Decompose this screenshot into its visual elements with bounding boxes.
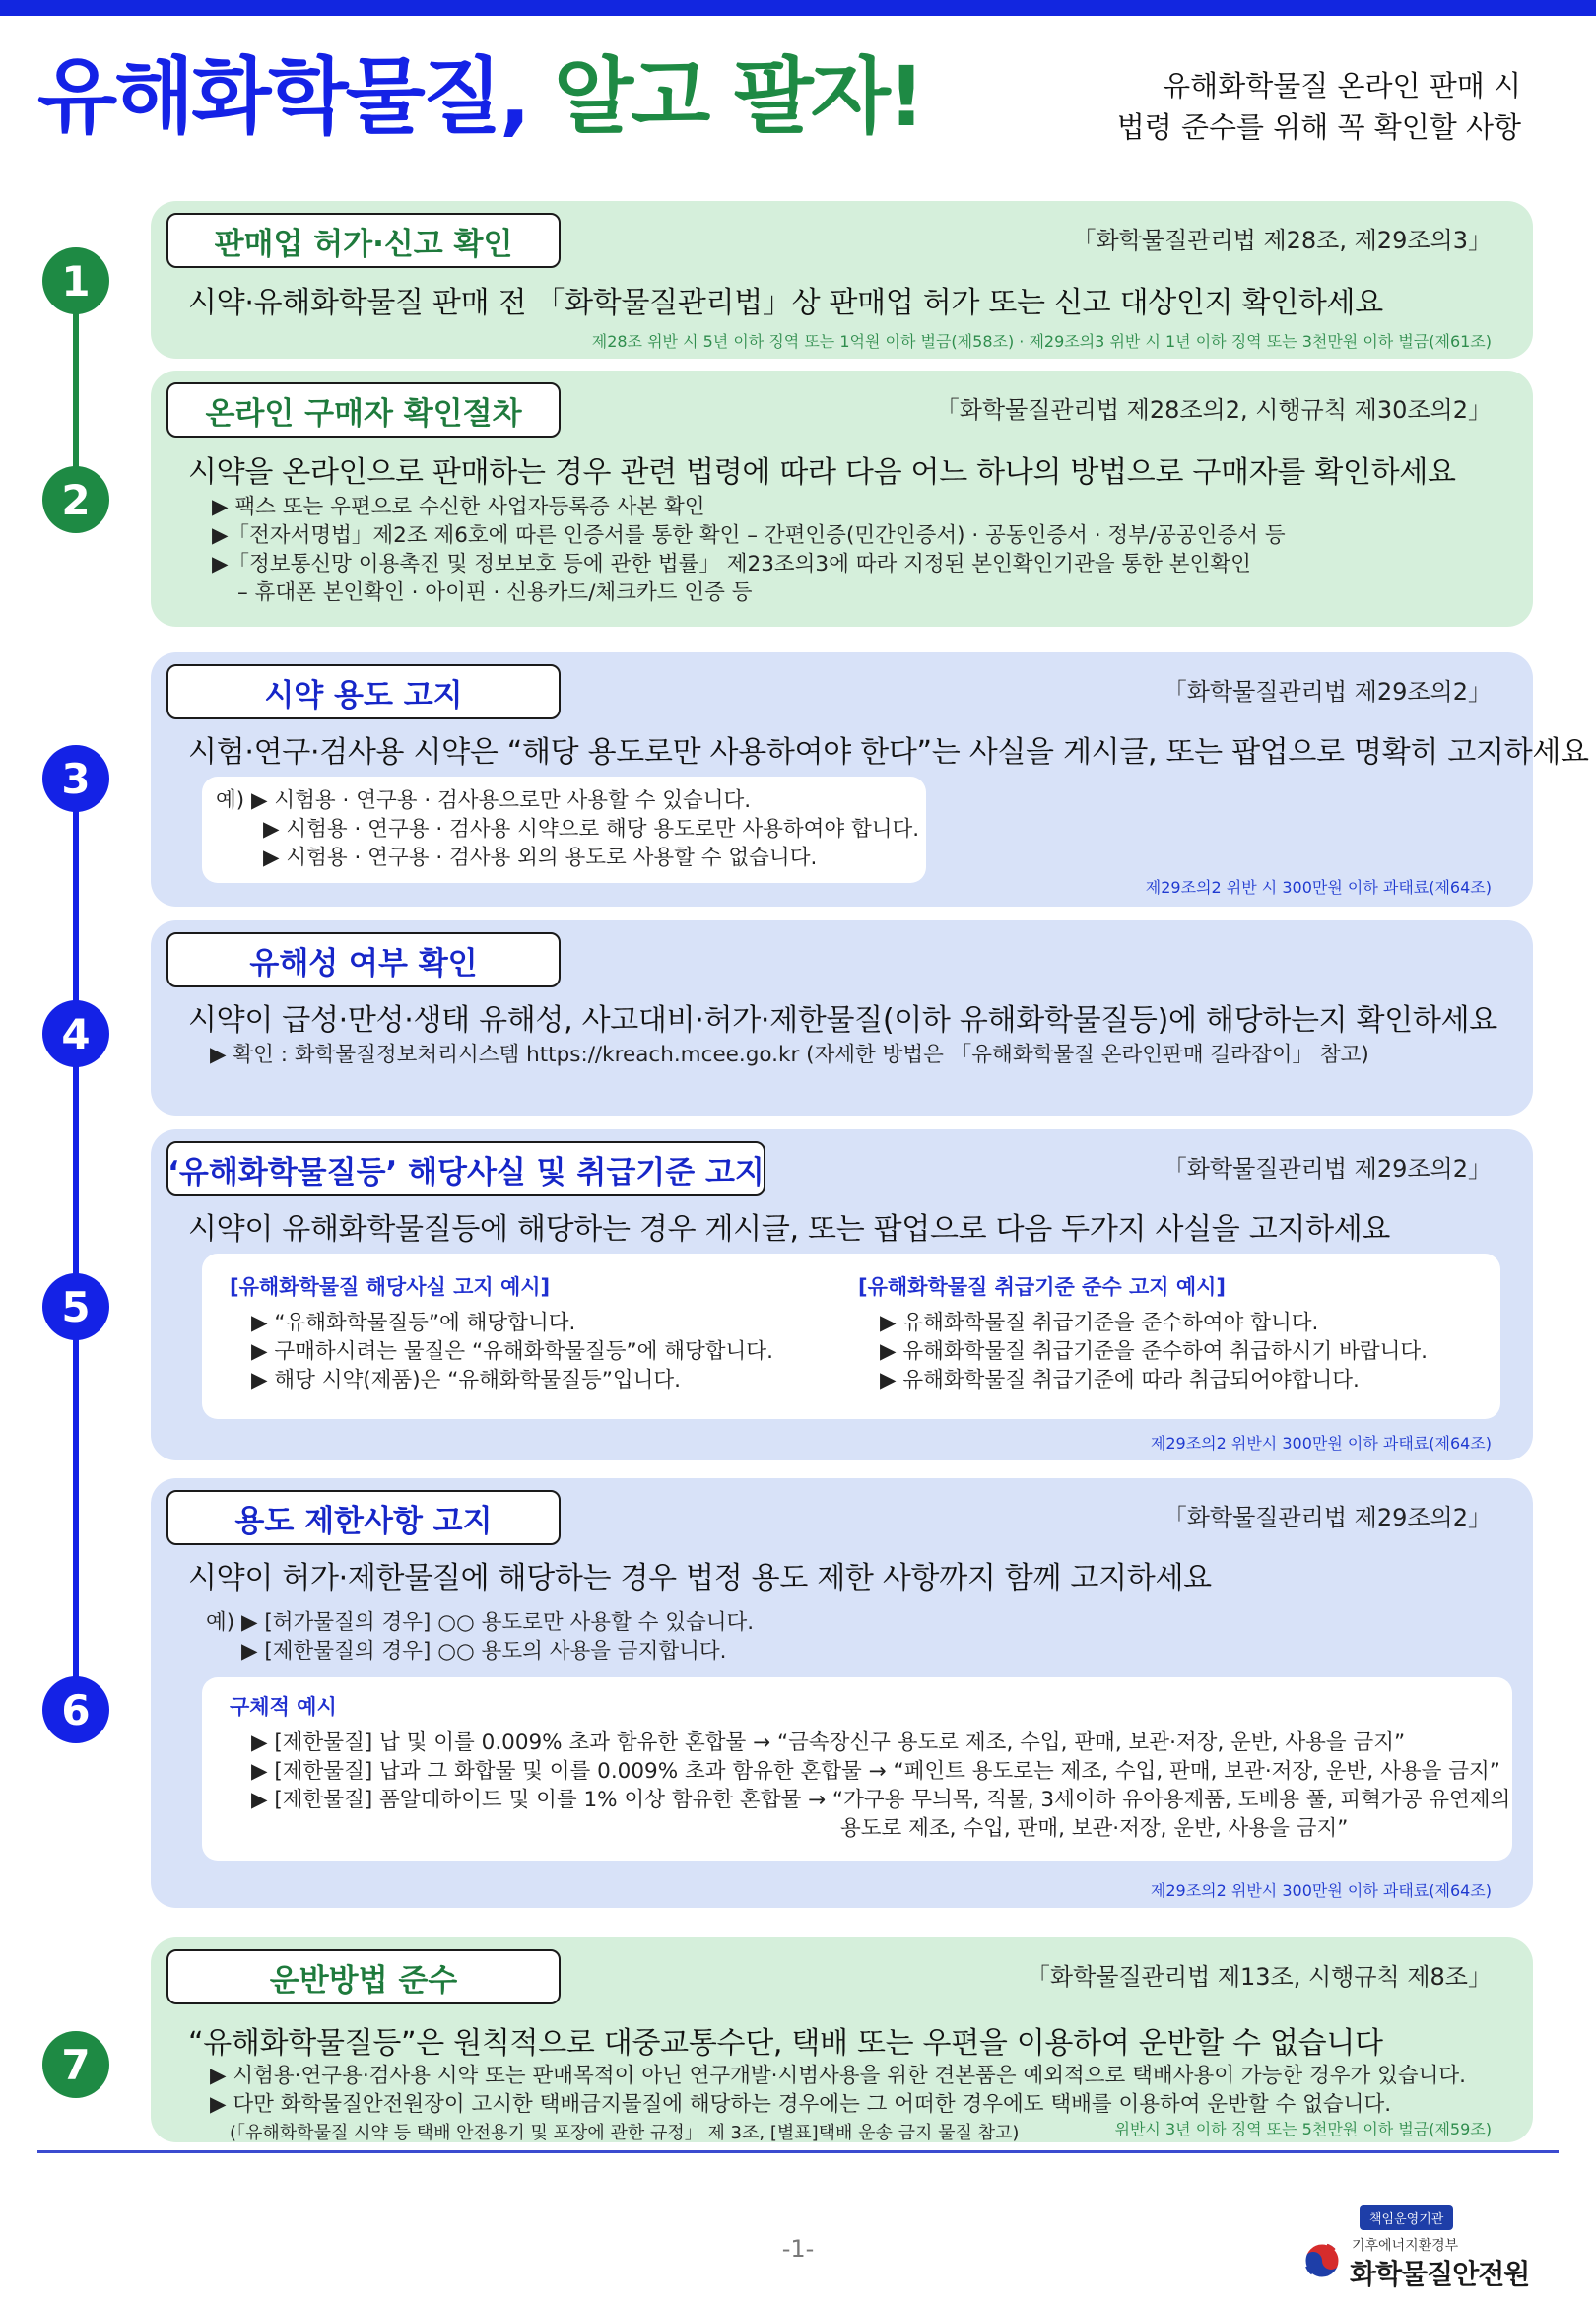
step-number-3: 3 (42, 745, 109, 812)
list-item (216, 786, 912, 815)
step-bullet-4: ▶ 확인 : 화학물질정보처리시스템 https://kreach.mcee.go.kr (자세한 방법은 「유해화학물질 온라인판매 길라잡이」 참고) (210, 1043, 1369, 1067)
list-item: – 휴대폰 본인확인 · 아이핀 · 신용카드/체크카드 인증 등 (237, 580, 753, 605)
penalty-note-7: 위반시 3년 이하 징역 또는 5천만원 이하 벌금(제59조) (1114, 2120, 1492, 2138)
detail-column (230, 1691, 1510, 1843)
list-item: ▶ [제한물질] 폼알데하이드 및 이를 1% 이상 함유한 혼합물 → “가구용 무늬목, 직물, 3세이하 유아용제품, 도배용 풀, 피혁가공 유연제의 (251, 1788, 1511, 1812)
step-title-2: 온라인 구매자 확인절차 (166, 382, 561, 438)
example-text: ▶ 시험용 · 연구용 · 검사용으로만 사용할 수 있습니다. (251, 788, 752, 813)
page-title (37, 48, 923, 145)
example-box-5 (202, 1254, 1500, 1419)
step-card-1 (151, 201, 1533, 359)
step-headline-2: 시약을 온라인으로 판매하는 경우 관련 법령에 따라 다음 어느 하나의 방법으로 구매자를 확인하세요 (188, 455, 1456, 490)
list-item: ▶ [제한물질의 경우] ○○ 용도의 사용을 금지합니다. (241, 1639, 727, 1663)
top-accent-bar (0, 0, 1596, 16)
law-reference-1: 「화학물질관리법 제28조, 제29조의3」 (1072, 227, 1492, 254)
step-number-7: 7 (42, 2031, 109, 2098)
law-reference-2: 「화학물질관리법 제28조의2, 시행규칙 제30조의2」 (935, 396, 1492, 424)
step-headline-4: 시약이 급성·만성·생태 유해성, 사고대비·허가·제한물질(이하 유해화학물질등)에 해당하는지 확인하세요 (188, 1003, 1497, 1038)
law-reference-3: 「화학물질관리법 제29조의2」 (1163, 678, 1492, 706)
penalty-note-1: 제28조 위반 시 5년 이하 징역 또는 1억원 이하 벌금(제58조) · 제29조의3 위반 시 1년 이하 징역 또는 3천만원 이하 벌금(제61조) (591, 332, 1492, 351)
law-reference-7: 「화학물질관리법 제13조, 시행규칙 제8조」 (1026, 1963, 1492, 1991)
list-item: ▶ [제한물질] 납과 그 화합물 및 이를 0.009% 초과 함유한 혼합물 → “페인트 용도로는 제조, 수입, 판매, 보관·저장, 운반, 사용을 금지” (251, 1759, 1500, 1784)
footer-divider (37, 2150, 1559, 2153)
taeguk-emblem-icon (1298, 2237, 1346, 2284)
step-title-1: 판매업 허가·신고 확인 (166, 213, 561, 268)
right-example-column (858, 1271, 1428, 1394)
list-item: ▶ 시험용 · 연구용 · 검사용 외의 용도로 사용할 수 없습니다. (263, 846, 818, 870)
list-item (206, 1608, 754, 1637)
list-item: ▶ 다만 화학물질안전원장이 고시한 택배금지물질에 해당하는 경우에는 그 어떠한 경우에도 택배를 이용하여 운반할 수 없습니다. (210, 2092, 1392, 2117)
example-prefix: 예) (206, 1610, 235, 1635)
step-card-4 (151, 920, 1533, 1116)
step-title-5: ‘유해화학물질등’ 해당사실 및 취급기준 고지 (166, 1141, 765, 1196)
logo-tag: 책임운영기관 (1360, 2205, 1453, 2230)
step-title-6: 용도 제한사항 고지 (166, 1490, 561, 1545)
step-number-4: 4 (42, 1000, 109, 1067)
step-number-6: 6 (42, 1676, 109, 1743)
title-part-green: 알고 팔자! (554, 48, 923, 145)
list-item: ▶ 시험용 · 연구용 · 검사용 시약으로 해당 용도로만 사용하여야 합니다. (263, 817, 920, 842)
step-headline-5: 시약이 유해화학물질등에 해당하는 경우 게시글, 또는 팝업으로 다음 두가지 사실을 고지하세요 (188, 1212, 1391, 1247)
list-item: ▶ 유해화학물질 취급기준을 준수하여야 합니다. (880, 1311, 1319, 1335)
step-number-5: 5 (42, 1273, 109, 1340)
step-card-7 (151, 1937, 1533, 2142)
step-headline-3: 시험·연구·검사용 시약은 “해당 용도로만 사용하여야 한다”는 사실을 게시글, 또는 팝업으로 명확히 고지하세요 (188, 735, 1589, 770)
list-item: ▶「전자서명법」제2조 제6호에 따른 인증서를 통한 확인 – 간편인증(민간인증서) · 공동인증서 · 정부/공공인증서 등 (212, 523, 1286, 548)
detail-box-6 (202, 1677, 1512, 1861)
list-item: ▶「정보통신망 이용촉진 및 정보보호 등에 관한 법률」 제23조의3에 따라 지정된 본인확인기관을 통한 본인확인 (212, 552, 1251, 576)
example-prefix: 예) (216, 788, 245, 813)
step-headline-1: 시약·유해화학물질 판매 전 「화학물질관리법」상 판매업 허가 또는 신고 대상인지 확인하세요 (188, 286, 1383, 320)
step-headline-7: “유해화학물질등”은 원칙적으로 대중교통수단, 택배 또는 우편을 이용하여 운반할 수 없습니다 (188, 2026, 1383, 2061)
list-item: ▶ “유해화학물질등”에 해당합니다. (251, 1311, 576, 1335)
example-box-3 (202, 777, 926, 883)
penalty-note-3: 제29조의2 위반 시 300만원 이하 과태료(제64조) (1145, 878, 1492, 897)
list-item: 용도로 제조, 수입, 판매, 보관·저장, 운반, 사용을 금지” (840, 1816, 1349, 1841)
list-item: ▶ 해당 시약(제품)은 “유해화학물질등”입니다. (251, 1368, 681, 1392)
subtitle-line-2: 법령 준수를 위해 꼭 확인할 사항 (1116, 110, 1521, 145)
step-number-2: 2 (42, 466, 109, 533)
logo-ministry: 기후에너지환경부 (1352, 2238, 1459, 2254)
step-card-5 (151, 1129, 1533, 1460)
penalty-note-6: 제29조의2 위반시 300만원 이하 과태료(제64조) (1150, 1881, 1492, 1900)
list-item: ▶ [제한물질] 납 및 이를 0.009% 초과 함유한 혼합물 → “금속장신구 용도로 제조, 수입, 판매, 보관·저장, 운반, 사용을 금지” (251, 1730, 1406, 1755)
list-item: ▶ 유해화학물질 취급기준에 따라 취급되어야합니다. (880, 1368, 1360, 1392)
example-text: ▶ [허가물질의 경우] ○○ 용도로만 사용할 수 있습니다. (241, 1610, 755, 1635)
list-item: ▶ 팩스 또는 우편으로 수신한 사업자등록증 사본 확인 (212, 495, 705, 519)
page-number: -1- (781, 2235, 815, 2263)
step-title-3: 시약 용도 고지 (166, 664, 561, 719)
step-card-6 (151, 1478, 1533, 1908)
detail-title: 구체적 예시 (230, 1695, 337, 1719)
list-item: ▶ 구매하시려는 물질은 “유해화학물질등”에 해당합니다. (251, 1339, 773, 1364)
penalty-note-5: 제29조의2 위반시 300만원 이하 과태료(제64조) (1150, 1434, 1492, 1453)
timeline-line-blue (73, 779, 79, 1710)
step-title-7: 운반방법 준수 (166, 1949, 561, 2004)
right-example-title: [유해화학물질 취급기준 준수 고지 예시] (858, 1275, 1227, 1299)
step-number-1: 1 (42, 247, 109, 314)
step-card-2 (151, 371, 1533, 627)
agency-logo (1298, 2205, 1535, 2294)
list-item: (「유해화학물질 시약 등 택배 안전용기 및 포장에 관한 규정」 제 3조, [별표]택배 운송 금지 물질 참고) (230, 2123, 1020, 2143)
subtitle-line-1: 유해화학물질 온라인 판매 시 (1163, 69, 1521, 102)
page-subtitle (1117, 65, 1521, 148)
step-bullets-2 (212, 493, 1286, 607)
list-item: ▶ 시험용·연구용·검사용 시약 또는 판매목적이 아닌 연구개발·시범사용을 위한 견본품은 예외적으로 택배사용이 가능한 경우가 있습니다. (210, 2064, 1467, 2088)
left-example-column (230, 1271, 773, 1394)
step-title-4: 유해성 여부 확인 (166, 932, 561, 987)
step-card-3 (151, 652, 1589, 907)
example-list-6 (206, 1608, 754, 1665)
left-example-title: [유해화학물질 해당사실 고지 예시] (230, 1275, 551, 1299)
step-headline-6: 시약이 허가·제한물질에 해당하는 경우 법정 용도 제한 사항까지 함께 고지하세요 (188, 1561, 1212, 1595)
law-reference-6: 「화학물질관리법 제29조의2」 (1163, 1504, 1492, 1531)
list-item: ▶ 유해화학물질 취급기준을 준수하여 취급하시기 바랍니다. (880, 1339, 1428, 1364)
title-part-blue: 유해화학물질, (37, 48, 528, 145)
logo-name: 화학물질안전원 (1350, 2258, 1530, 2290)
law-reference-5: 「화학물질관리법 제29조의2」 (1163, 1155, 1492, 1183)
